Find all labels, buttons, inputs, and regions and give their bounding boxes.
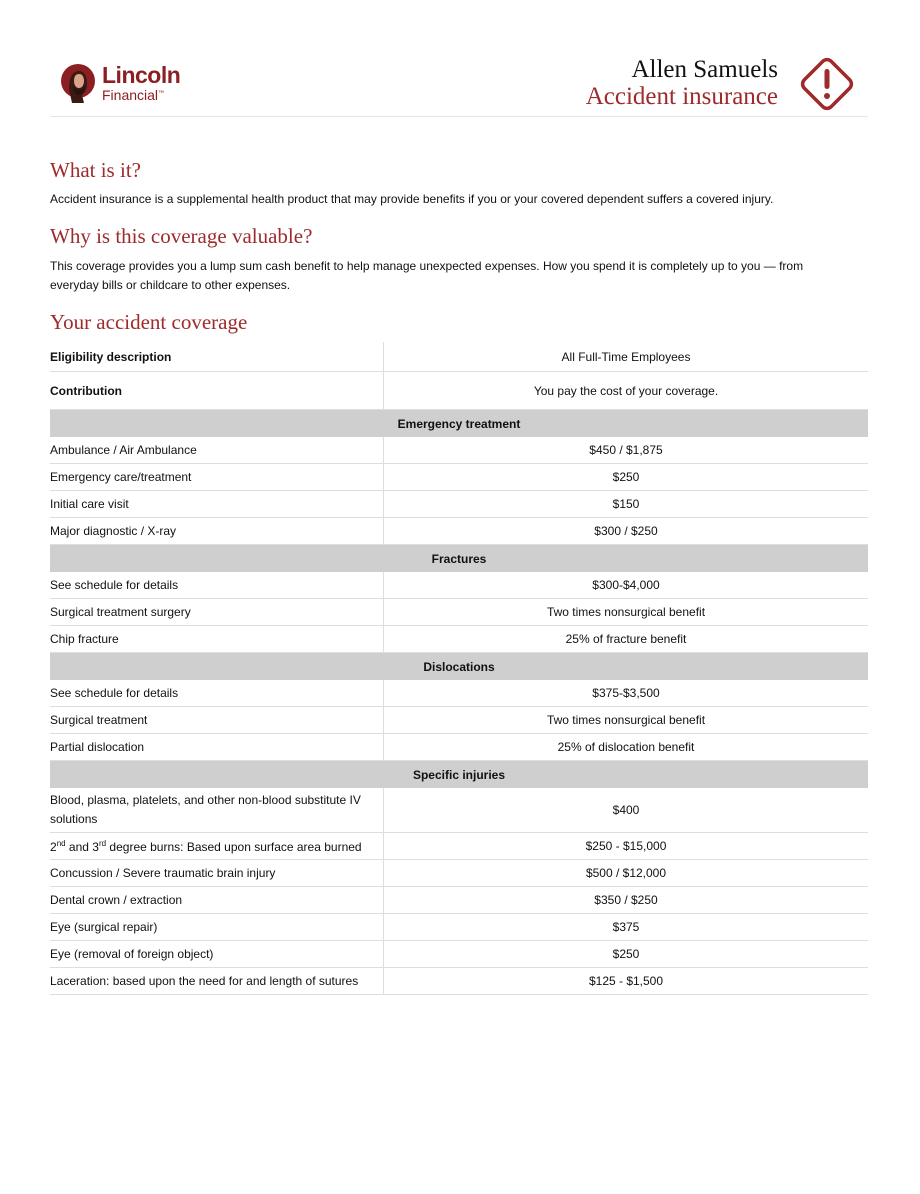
table-row: Laceration: based upon the need for and length of sutures $125 - $1,500 <box>50 968 868 995</box>
table-row: Ambulance / Air Ambulance $450 / $1,875 <box>50 437 868 464</box>
table-row: Emergency care/treatment $250 <box>50 464 868 491</box>
table-row <box>50 372 868 410</box>
what-title: What is it? <box>50 158 141 182</box>
table-row: Concussion / Severe traumatic brain injury $500 / $12,000 <box>50 860 868 887</box>
eligibility-value: All Full-Time Employees <box>384 342 869 372</box>
warning-diamond-icon <box>795 52 859 116</box>
what-body: Accident insurance is a supplemental health product that may provide benefits if you or your covered dependent suffers a covered injury. <box>50 192 774 206</box>
header-titles <box>586 56 778 110</box>
group-header-dislocations: Dislocations <box>50 653 868 681</box>
eligibility-label: Eligibility description <box>50 342 384 372</box>
coverage-table <box>50 342 868 995</box>
contribution-label: Contribution <box>50 372 384 410</box>
lincoln-financial-logo <box>60 58 180 108</box>
table-row: Major diagnostic / X-ray $300 / $250 <box>50 518 868 545</box>
table-row <box>50 342 868 372</box>
contribution-value: You pay the cost of your coverage. <box>384 372 869 410</box>
why-body: This coverage provides you a lump sum cash benefit to help manage unexpected expenses. How you spend it is completely up to you — from everyday bills or childcare to other expenses. <box>50 259 804 292</box>
why-title: Why is this coverage valuable? <box>50 224 313 248</box>
group-header-specific-injuries: Specific injuries <box>50 761 868 789</box>
table-row: Chip fracture 25% of fracture benefit <box>50 626 868 653</box>
table-row: 2nd and 3rd degree burns: Based upon surface area burned $250 - $15,000 <box>50 833 868 860</box>
brand-sub: Financial™ <box>102 87 165 103</box>
table-row: Eye (removal of foreign object) $250 <box>50 941 868 968</box>
group-header-emergency: Emergency treatment <box>50 410 868 438</box>
table-row: Surgical treatment Two times nonsurgical benefit <box>50 707 868 734</box>
table-row: Dental crown / extraction $350 / $250 <box>50 887 868 914</box>
coverage-title: Your accident coverage <box>50 310 248 334</box>
table-row: Eye (surgical repair) $375 <box>50 914 868 941</box>
table-row: Surgical treatment surgery Two times nonsurgical benefit <box>50 599 868 626</box>
brand-name: Lincoln <box>102 62 181 88</box>
table-row: See schedule for details $375-$3,500 <box>50 680 868 707</box>
table-row: See schedule for details $300-$4,000 <box>50 572 868 599</box>
page-header <box>50 50 868 117</box>
product-name: Accident insurance <box>585 83 778 110</box>
person-name: Allen Samuels <box>631 56 778 83</box>
lincoln-portrait-icon <box>60 59 96 107</box>
burns-label: 2nd and 3rd degree burns: Based upon surface area burned <box>50 833 384 860</box>
table-row: Blood, plasma, platelets, and other non-blood substitute IV solutions $400 <box>50 788 868 833</box>
group-header-fractures: Fractures <box>50 545 868 573</box>
table-row: Initial care visit $150 <box>50 491 868 518</box>
table-row: Partial dislocation 25% of dislocation benefit <box>50 734 868 761</box>
